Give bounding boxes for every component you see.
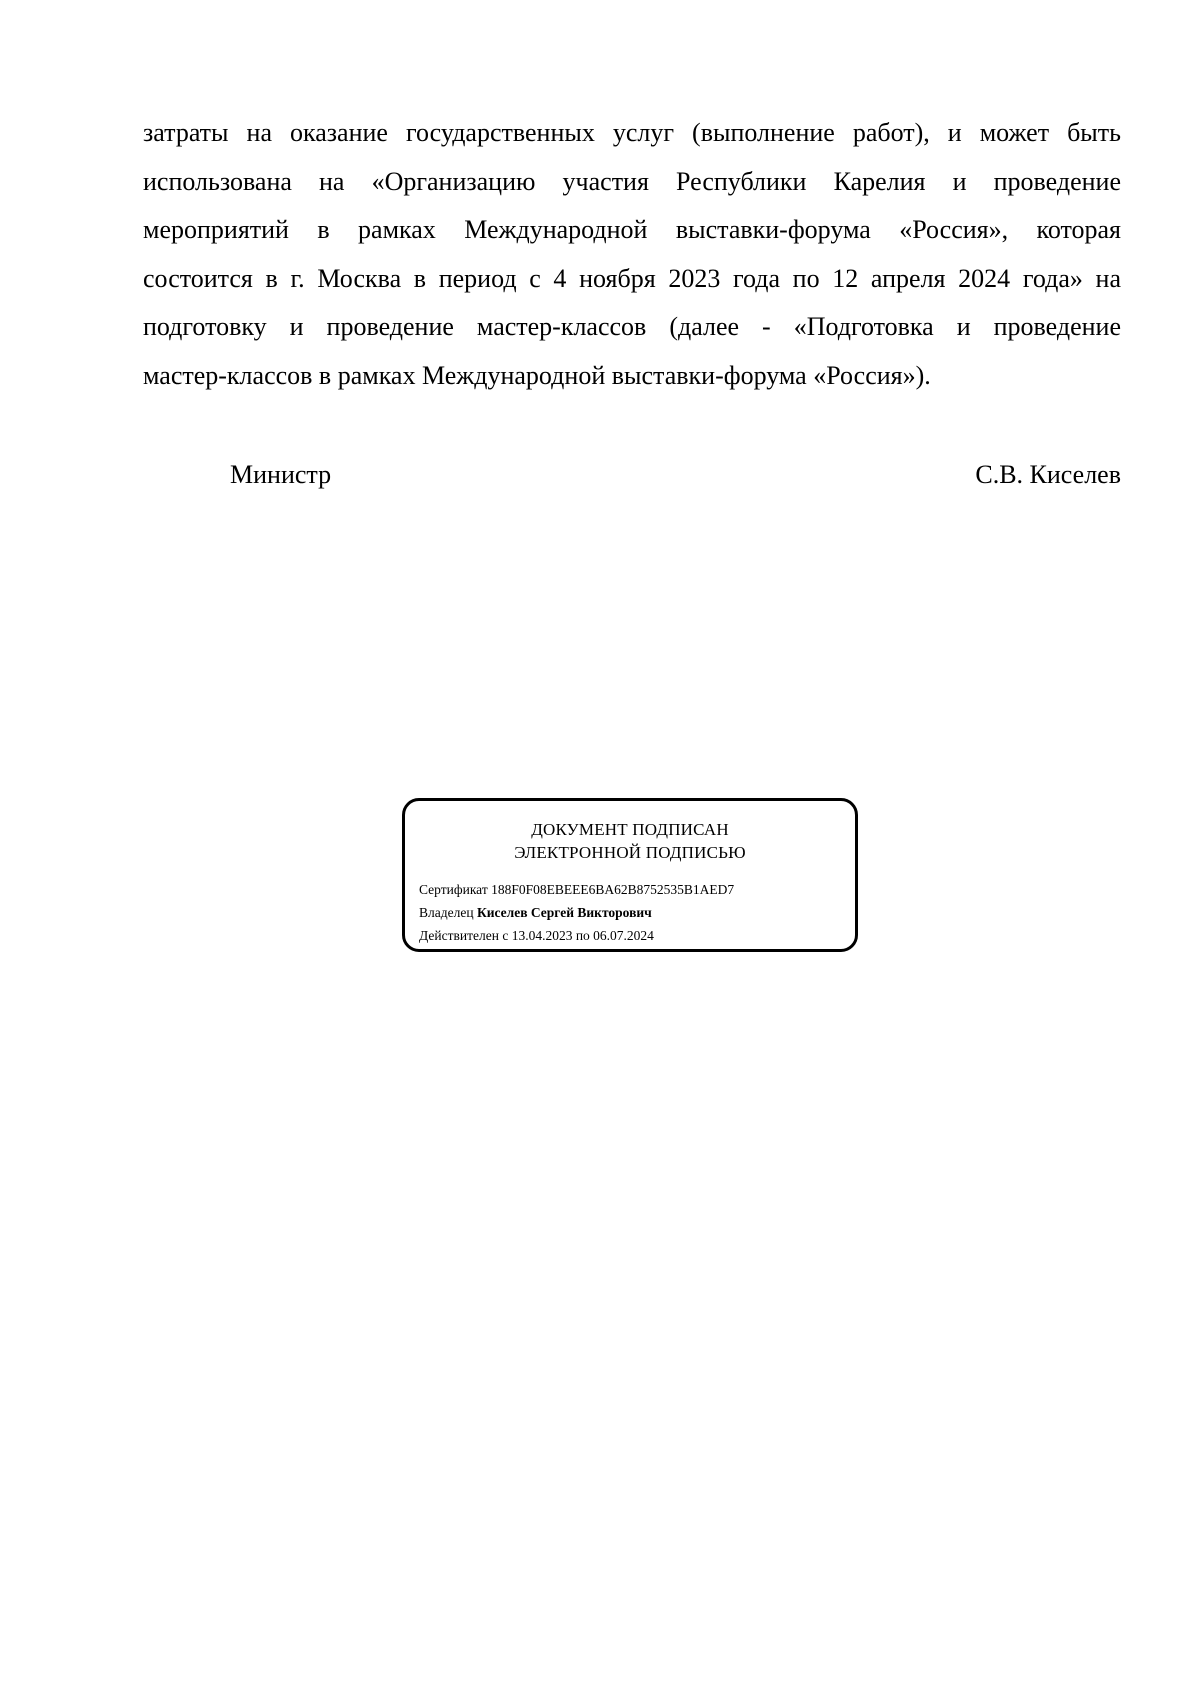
- paragraph-line: затраты на оказание государственных услуг (выполнение работ), и может быть: [143, 118, 1121, 147]
- paragraph-line: мероприятий в рамках Международной выставки-форума «Россия», которая: [143, 215, 1121, 244]
- owner-label: Владелец: [419, 905, 474, 920]
- electronic-signature-stamp: [402, 798, 858, 952]
- owner-value: Киселев Сергей Викторович: [476, 905, 652, 920]
- stamp-validity-row: [419, 924, 734, 947]
- paragraph-line: состоится в г. Москва в период с 4 ноября 2023 года по 12 апреля 2024 года» на: [143, 263, 1121, 293]
- stamp-title: [405, 818, 855, 864]
- body-paragraph: [143, 109, 1121, 400]
- valid-to-date: 06.07.2024: [593, 928, 654, 943]
- stamp-owner-row: [419, 901, 734, 924]
- certificate-value: 188F0F08EBEEE6BA62B8752535B1AED7: [491, 882, 735, 897]
- valid-from-date: 13.04.2023: [511, 928, 573, 943]
- valid-to-prefix: по: [575, 928, 590, 943]
- stamp-certificate-row: [419, 878, 734, 901]
- valid-label: Действителен: [419, 928, 499, 943]
- stamp-title-line: ЭЛЕКТРОННОЙ ПОДПИСЬЮ: [514, 843, 746, 862]
- paragraph-line: мастер-классов в рамках Международной выставки-форума «Россия»).: [143, 360, 931, 390]
- signer-position: Министр: [230, 460, 332, 489]
- stamp-title-line: ДОКУМЕНТ ПОДПИСАН: [531, 820, 729, 839]
- valid-from-prefix: с: [502, 928, 509, 943]
- certificate-label: Сертификат: [419, 882, 488, 897]
- signer-name: С.В. Киселев: [975, 460, 1121, 489]
- signature-block: [143, 455, 1121, 495]
- stamp-details: [419, 878, 734, 947]
- paragraph-line: использована на «Организацию участия Республики Карелия и проведение: [143, 166, 1121, 196]
- paragraph-line: подготовку и проведение мастер-классов (далее - «Подготовка и проведение: [143, 312, 1121, 341]
